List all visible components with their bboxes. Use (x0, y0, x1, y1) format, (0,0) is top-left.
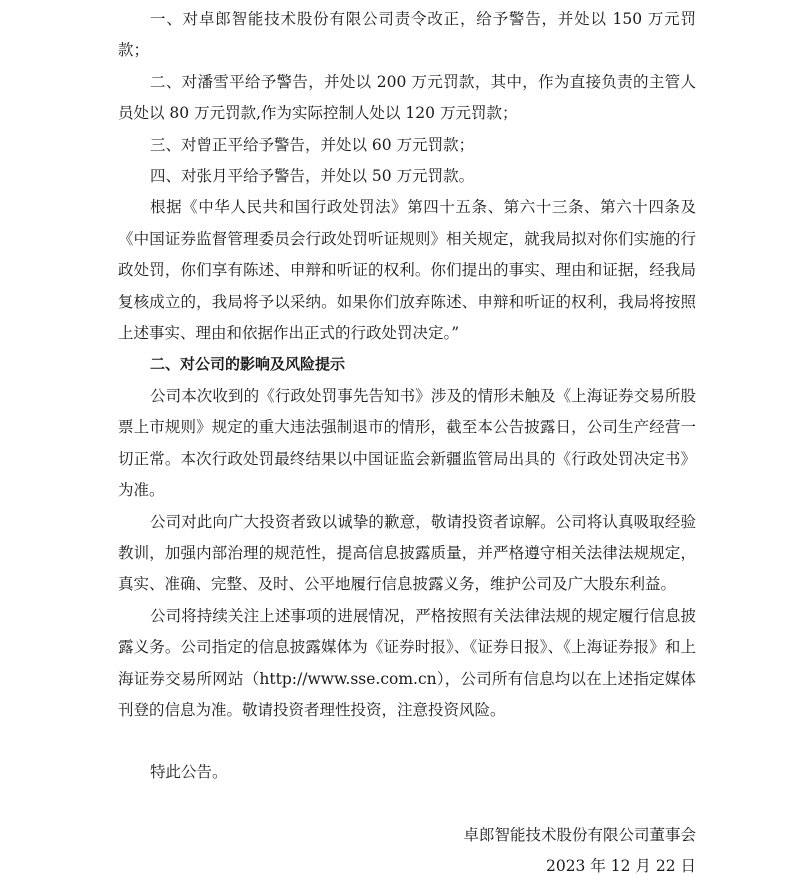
impact-paragraph-3: 公司将持续关注上述事项的进展情况，严格按照有关法律法规的规定履行信息披露义务。公司指定的信息披露媒体为《证券时报》、《证券日报》、《上海证券报》和上海证券交易所网站（http://www.sse.com.cn），公司所有信息均以在上述指定媒体刊登的信息为准。敬请投资者理性投资，注意投资风险。 (118, 606, 696, 719)
spacer (118, 789, 696, 820)
penalty-item-3: 三、对曾正平给予警告，并处以 60 万元罚款； (150, 135, 475, 154)
closing-statement: 特此公告。 (150, 763, 228, 782)
penalty-item-1: 一、对卓郎智能技术股份有限公司责令改正，给予警告，并处以 150 万元罚款； (118, 10, 696, 60)
document-page (118, 4, 696, 883)
legal-basis-paragraph: 根据《中华人民共和国行政处罚法》第四十五条、第六十三条、第六十四条及《中国证券监督管理委员会行政处罚听证规则》相关规定，就我局拟对你们实施的行政处罚，你们享有陈述、申辩和听证的权利。你们提出的事实、理由和证据，经我局复核成立的，我局将予以采纳。如果你们放弃陈述、申辩和听证的权利，我局将按照上述事实、理由和依据作出正式的行政处罚决定。” (118, 198, 696, 343)
impact-paragraph-2: 公司对此向广大投资者致以诚挚的歉意，敬请投资者谅解。公司将认真吸取经验教训，加强内部治理的规范性，提高信息披露质量，并严格遵守相关法律法规规定，真实、准确、完整、及时、公平地履行信息披露义务，维护公司及广大股东利益。 (118, 512, 696, 594)
penalty-item-4: 四、对张月平给予警告，并处以 50 万元罚款。 (150, 167, 475, 186)
impact-paragraph-1: 公司本次收到的《行政处罚事先告知书》涉及的情形未触及《上海证券交易所股票上市规则》规定的重大违法强制退市的情形，截至本公告披露日，公司生产经营一切正常。本次行政处罚最终结果以中国证监会新疆监管局出具的《行政处罚决定书》为准。 (118, 386, 696, 500)
section-heading: 二、对公司的影响及风险提示 (150, 355, 346, 374)
penalty-item-2: 二、对潘雪平给予警告，并处以 200 万元罚款，其中，作为直接负责的主管人员处以 80 万元罚款,作为实际控制人处以 120 万元罚款； (118, 72, 696, 123)
spacer (118, 726, 696, 757)
signature: 卓郎智能技术股份有限公司董事会 (463, 825, 696, 844)
date: 2023 年 12 月 22 日 (545, 857, 696, 876)
